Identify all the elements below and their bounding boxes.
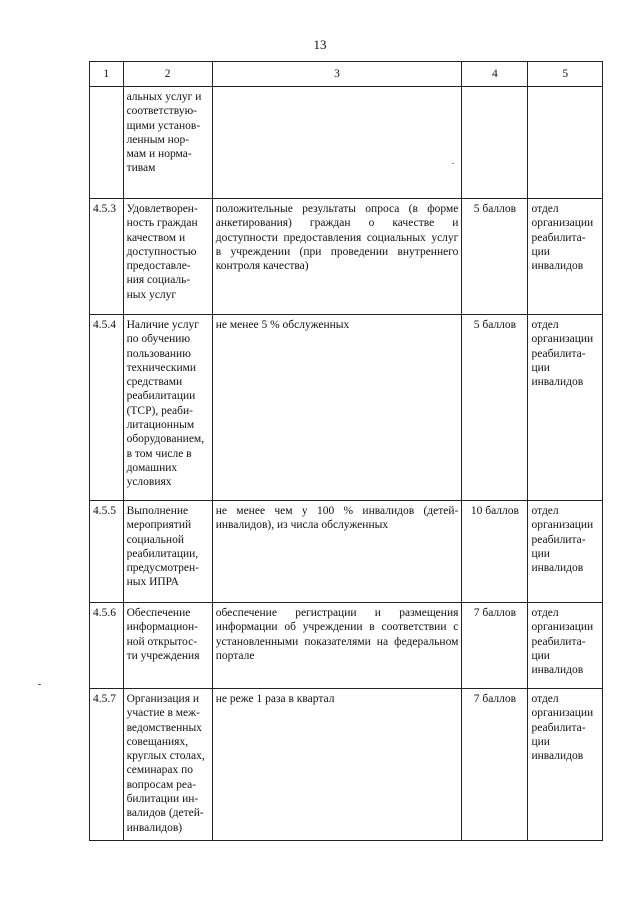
row-number-cell: 4.5.5 bbox=[90, 501, 124, 603]
criterion-cell: не реже 1 раза в квартал bbox=[212, 689, 462, 841]
responsible-cell: отдел организации реабилита- ции инвалидов bbox=[528, 199, 603, 315]
indicator-cell: Наличие услуг по обучению пользованию техническими средствами реабилитации (ТСР), реаби- литационным оборудованием, в том числе в домашних условиях bbox=[123, 315, 212, 501]
points-cell: 7 баллов bbox=[462, 603, 528, 689]
row-number-cell: 4.5.6 bbox=[90, 603, 124, 689]
points-cell: 5 баллов bbox=[462, 315, 528, 501]
table-header-row bbox=[90, 62, 603, 87]
header-cell: 3 bbox=[212, 62, 462, 87]
indicator-cell: Выполнение мероприятий социальной реабилитации, предусмотрен- ных ИПРА bbox=[123, 501, 212, 603]
table-row bbox=[90, 87, 603, 199]
table-row bbox=[90, 501, 603, 603]
row-number-cell: 4.5.3 bbox=[90, 199, 124, 315]
points-cell: 10 баллов bbox=[462, 501, 528, 603]
header-cell: 2 bbox=[123, 62, 212, 87]
responsible-cell: отдел организации реабилита- ции инвалидов bbox=[528, 689, 603, 841]
responsible-cell: отдел организации реабилита- ции инвалидов bbox=[528, 603, 603, 689]
criterion-cell: положительные результаты опроса (в форме анкетирования) граждан о качестве и доступности предоставления социальных услуг в учреждении (при проведении внутреннего контроля качества) bbox=[212, 199, 462, 315]
criterion-cell: не менее 5 % обслуженных bbox=[212, 315, 462, 501]
points-cell: 7 баллов bbox=[462, 689, 528, 841]
page-number: 13 bbox=[313, 37, 327, 52]
criterion-cell bbox=[212, 87, 462, 199]
responsible-cell: отдел организации реабилита- ции инвалидов bbox=[528, 501, 603, 603]
responsible-cell bbox=[528, 87, 603, 199]
header-cell: 5 bbox=[528, 62, 603, 87]
table-row bbox=[90, 689, 603, 841]
criterion-cell: не менее чем у 100 % инвалидов (детей-инвалидов), из числа обслуженных bbox=[212, 501, 462, 603]
scan-artifact bbox=[38, 684, 41, 685]
points-cell: 5 баллов bbox=[462, 199, 528, 315]
table-row bbox=[90, 315, 603, 501]
criteria-table bbox=[89, 61, 603, 841]
table-row bbox=[90, 199, 603, 315]
indicator-cell: альных услуг и соответствую- щими установ- ленным нор- мам и норма- тивам bbox=[123, 87, 212, 199]
responsible-cell: отдел организации реабилита- ции инвалидов bbox=[528, 315, 603, 501]
row-number-cell bbox=[90, 87, 124, 199]
row-number-cell: 4.5.4 bbox=[90, 315, 124, 501]
indicator-cell: Организация и участие в меж- ведомственных совещаниях, круглых столах, семинарах по вопросам реа- билитации ин- валидов (детей- инвалидов) bbox=[123, 689, 212, 841]
header-cell: 1 bbox=[90, 62, 124, 87]
table-row bbox=[90, 603, 603, 689]
indicator-cell: Удовлетворен- ность граждан качеством и доступностью предоставле- ния социаль- ных услуг bbox=[123, 199, 212, 315]
criterion-cell: обеспечение регистрации и размещения информации об учреждении в соответствии с установленными показателями на федеральном портале bbox=[212, 603, 462, 689]
scan-artifact bbox=[452, 163, 454, 164]
header-cell: 4 bbox=[462, 62, 528, 87]
row-number-cell: 4.5.7 bbox=[90, 689, 124, 841]
indicator-cell: Обеспечение информацион- ной открытос- ти учреждения bbox=[123, 603, 212, 689]
points-cell bbox=[462, 87, 528, 199]
